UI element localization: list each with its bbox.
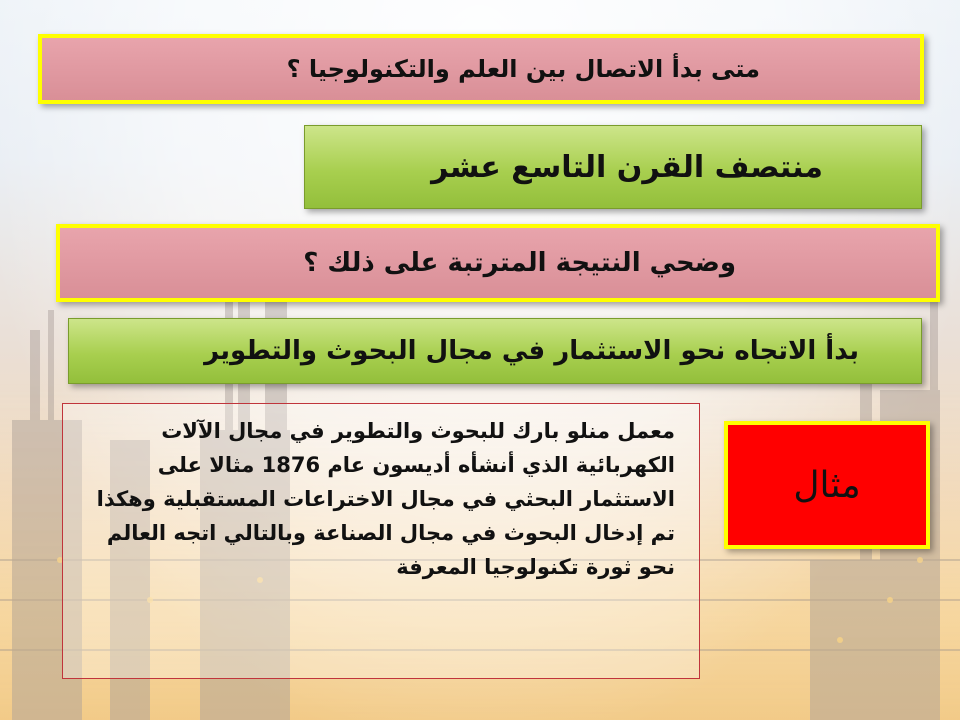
question-2-box (56, 224, 940, 302)
answer-2-text: بدأ الاتجاه نحو الاستثمار في مجال البحوث والتطوير (204, 336, 859, 366)
example-label-box (724, 421, 930, 549)
question-1-box (38, 34, 924, 104)
answer-1-box (304, 125, 922, 209)
question-1-text: متى بدأ الاتصال بين العلم والتكنولوجيا ؟ (286, 55, 760, 83)
example-text: معمل منلو بارك للبحوث والتطوير في مجال الآلات الكهربائية الذي أنشأه أديسون عام 1876 مثالا على الاستثمار البحثي في مجال الاختراعات المستقبلية وهكذا تم إدخال البحوث في مجال الصناعة وبالتالي اتجه العالم نحو ثورة تكنولوجيا المعرفة (96, 419, 675, 579)
answer-1-text: منتصف القرن التاسع عشر (431, 149, 823, 185)
question-2-text: وضحي النتيجة المترتبة على ذلك ؟ (303, 248, 736, 278)
answer-2-box (68, 318, 922, 384)
example-text-box (62, 403, 700, 679)
example-label: مثال (793, 464, 861, 506)
